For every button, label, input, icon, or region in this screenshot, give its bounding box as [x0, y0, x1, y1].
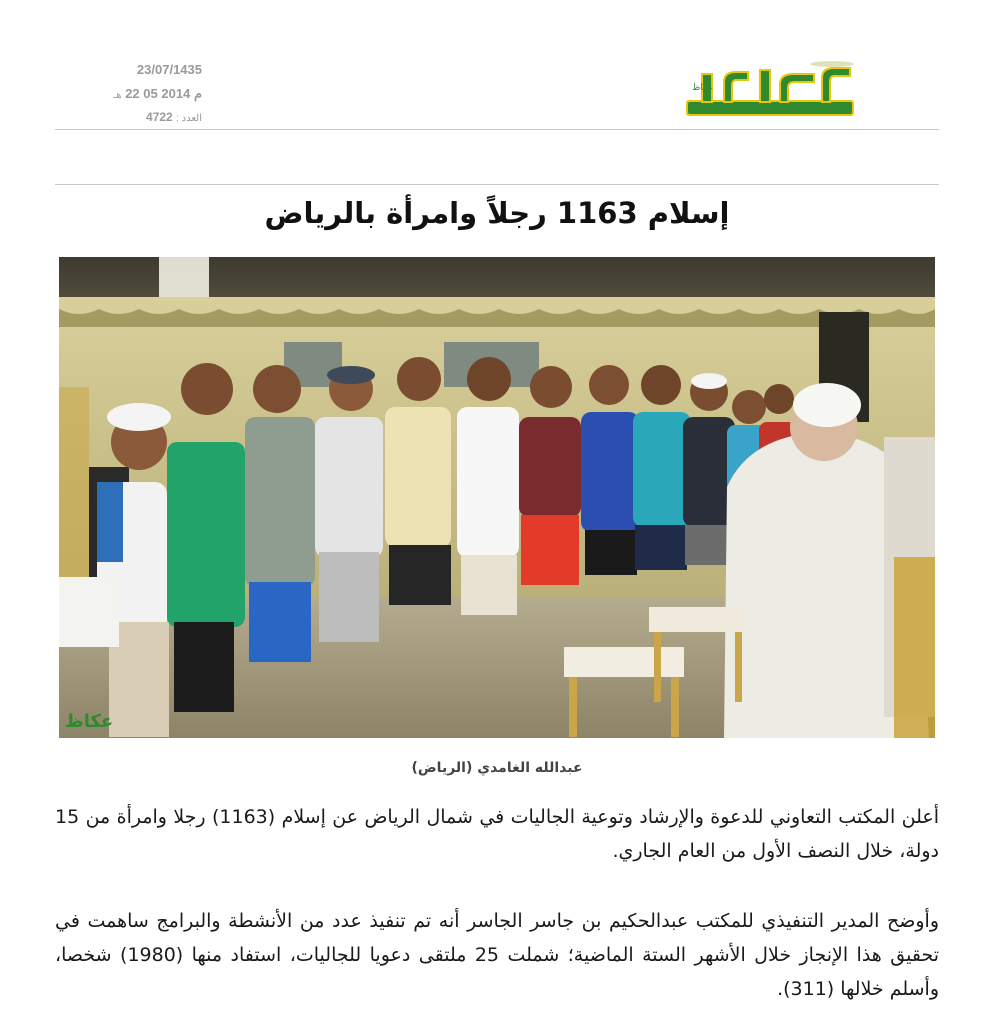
headline-divider [55, 184, 939, 185]
gregorian-date: م 2014 05 22 هـ [113, 86, 202, 101]
logo-text: عكاظ [692, 83, 714, 93]
group-photo-image [59, 257, 935, 738]
okaz-logo [682, 60, 858, 122]
top-divider [55, 129, 939, 130]
article-paragraph-1: أعلن المكتب التعاوني للدعوة والإرشاد وتوعية الجاليات في شمال الرياض عن إسلام (1163) رجلا وامرأة من 15 دولة، خلال النصف الأول من العام الجاري. [55, 806, 940, 862]
photo-watermark: عكاظ [65, 711, 114, 732]
issue-number: العدد : 4722 [146, 110, 202, 124]
article-headline: إسلام 1163 رجلاً وامرأة بالرياض [264, 196, 730, 230]
article-paragraph-2: وأوضح المدير التنفيذي للمكتب عبدالحكيم بن جاسر الجاسر أنه تم تنفيذ عدد من الأنشطة والبرامج ساهمت في تحقيق هذا الإنجاز خلال الأشهر الستة الماضية؛ شملت 25 ملتقى دعويا للجاليات، استفاد منها (1980) شخصا، وأسلم خلالها (311). [55, 910, 939, 1000]
okaz-logo-icon [682, 60, 858, 122]
hijri-date: 23/07/1435 [136, 62, 202, 77]
article-photo [59, 257, 935, 738]
photo-caption: عبدالله الغامدي (الرياض) [411, 760, 583, 776]
